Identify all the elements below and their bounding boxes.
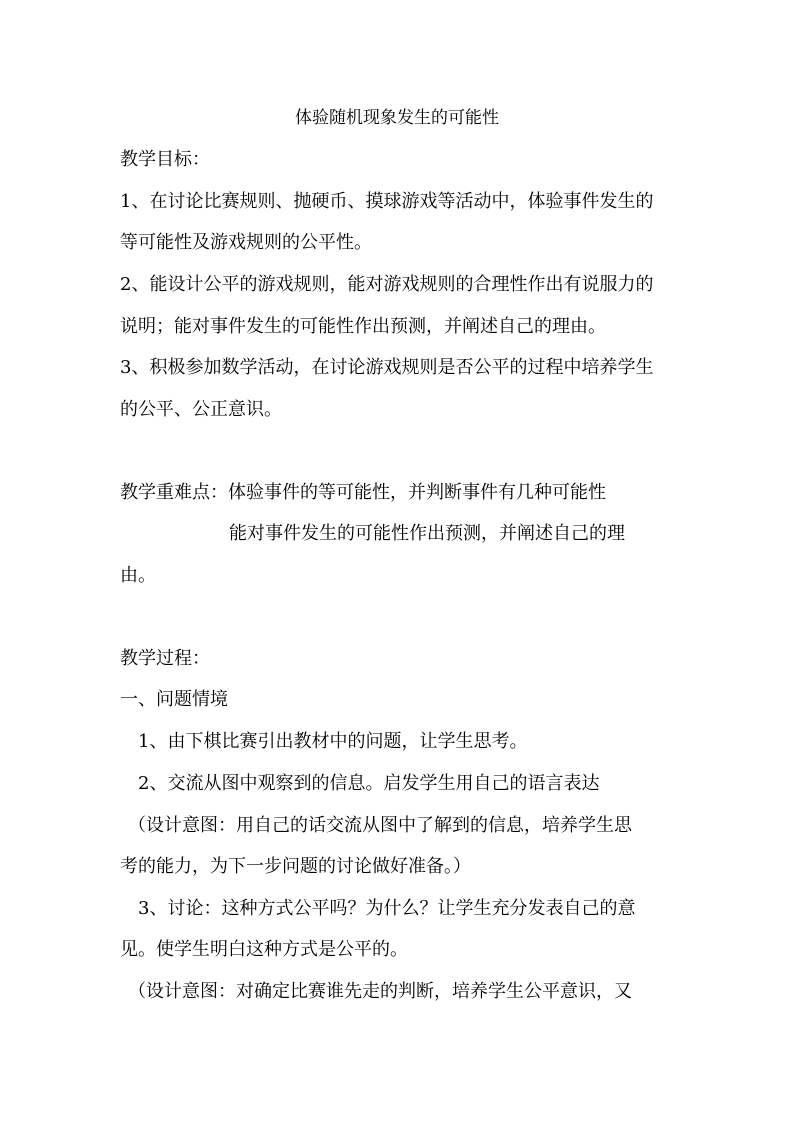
objective-line: 2、能设计公平的游戏规则，能对游戏规则的合理性作出有说服力的	[120, 274, 654, 295]
key-points-line: 教学重难点：体验事件的等可能性，并判断事件有几种可能性	[120, 482, 606, 503]
section-heading: 一、问题情境	[120, 689, 228, 710]
process-line: 3、讨论：这种方式公平吗？为什么？让学生充分发表自己的意	[138, 898, 636, 919]
process-line: 1、由下棋比赛引出教材中的问题，让学生思考。	[138, 731, 528, 752]
key-points-line: 由。	[120, 565, 156, 586]
design-intent-line: （设计意图：用自己的话交流从图中了解到的信息，培养学生思	[128, 815, 632, 836]
objective-line: 说明；能对事件发生的可能性作出预测，并阐述自己的理由。	[120, 316, 606, 337]
objective-line: 1、在讨论比赛规则、抛硬币、摸球游戏等活动中，体验事件发生的	[120, 191, 654, 212]
objective-line: 的公平、公正意识。	[120, 399, 282, 420]
document-title: 体验随机现象发生的可能性	[295, 108, 499, 128]
process-heading: 教学过程：	[120, 648, 210, 669]
design-intent-line: （设计意图：对确定比赛谁先走的判断，培养学生公平意识，又	[128, 981, 632, 1002]
key-points-line: 能对事件发生的可能性作出预测，并阐述自己的理	[229, 523, 625, 544]
objectives-heading: 教学目标：	[120, 149, 210, 170]
process-line: 见。使学生明白这种方式是公平的。	[120, 939, 408, 960]
objective-line: 等可能性及游戏规则的公平性。	[120, 232, 372, 253]
objective-line: 3、积极参加数学活动，在讨论游戏规则是否公平的过程中培养学生	[120, 357, 654, 378]
design-intent-line: 考的能力，为下一步问题的讨论做好准备。）	[120, 856, 471, 877]
process-line: 2、交流从图中观察到的信息。启发学生用自己的语言表达	[138, 773, 600, 794]
